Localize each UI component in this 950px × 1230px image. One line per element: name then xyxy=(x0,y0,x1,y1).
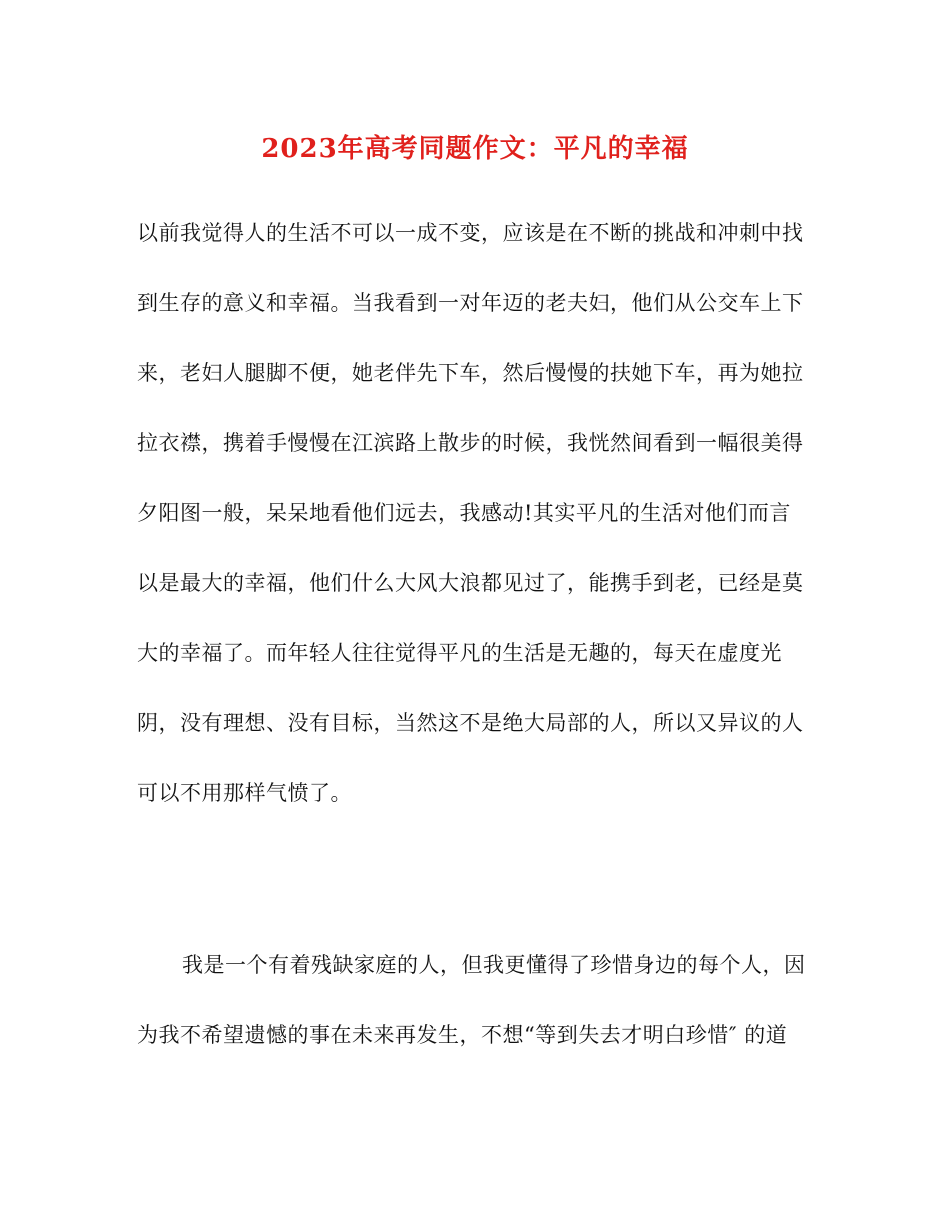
paragraph-1-line-8: 阴，没有理想、没有目标，当然这不是绝大局部的人，所以又异议的人 xyxy=(137,711,804,735)
paragraph-1-line-5: 夕阳图一般，呆呆地看他们远去，我感动!其实平凡的生活对他们而言 xyxy=(137,501,791,525)
paragraph-1-line-9: 可以不用那样气愤了。 xyxy=(137,781,352,805)
paragraph-1-line-6: 以是最大的幸福，他们什么大风大浪都见过了，能携手到老，已经是莫 xyxy=(137,571,804,595)
paragraph-1-line-3: 来，老妇人腿脚不便，她老伴先下车，然后慢慢的扶她下车，再为她拉 xyxy=(137,361,804,385)
document-title: 2023年高考同题作文：平凡的幸福 xyxy=(261,134,689,164)
paragraph-1-line-7: 大的幸福了。而年轻人往往觉得平凡的生活是无趣的，每天在虚度光 xyxy=(137,641,782,665)
paragraph-1-line-4: 拉衣襟，携着手慢慢在江滨路上散步的时候，我恍然间看到一幅很美得 xyxy=(137,431,804,455)
paragraph-1-line-1: 以前我觉得人的生活不可以一成不变，应该是在不断的挑战和冲刺中找 xyxy=(137,221,804,245)
paragraph-2-line-1: 我是一个有着残缺家庭的人，但我更懂得了珍惜身边的每个人，因 xyxy=(182,953,806,977)
paragraph-2-line-2: 为我不希望遗憾的事在未来再发生，不想“等到失去才明白珍惜″ 的道 xyxy=(137,1023,788,1047)
paragraph-1-line-2: 到生存的意义和幸福。当我看到一对年迈的老夫妇，他们从公交车上下 xyxy=(137,291,804,315)
